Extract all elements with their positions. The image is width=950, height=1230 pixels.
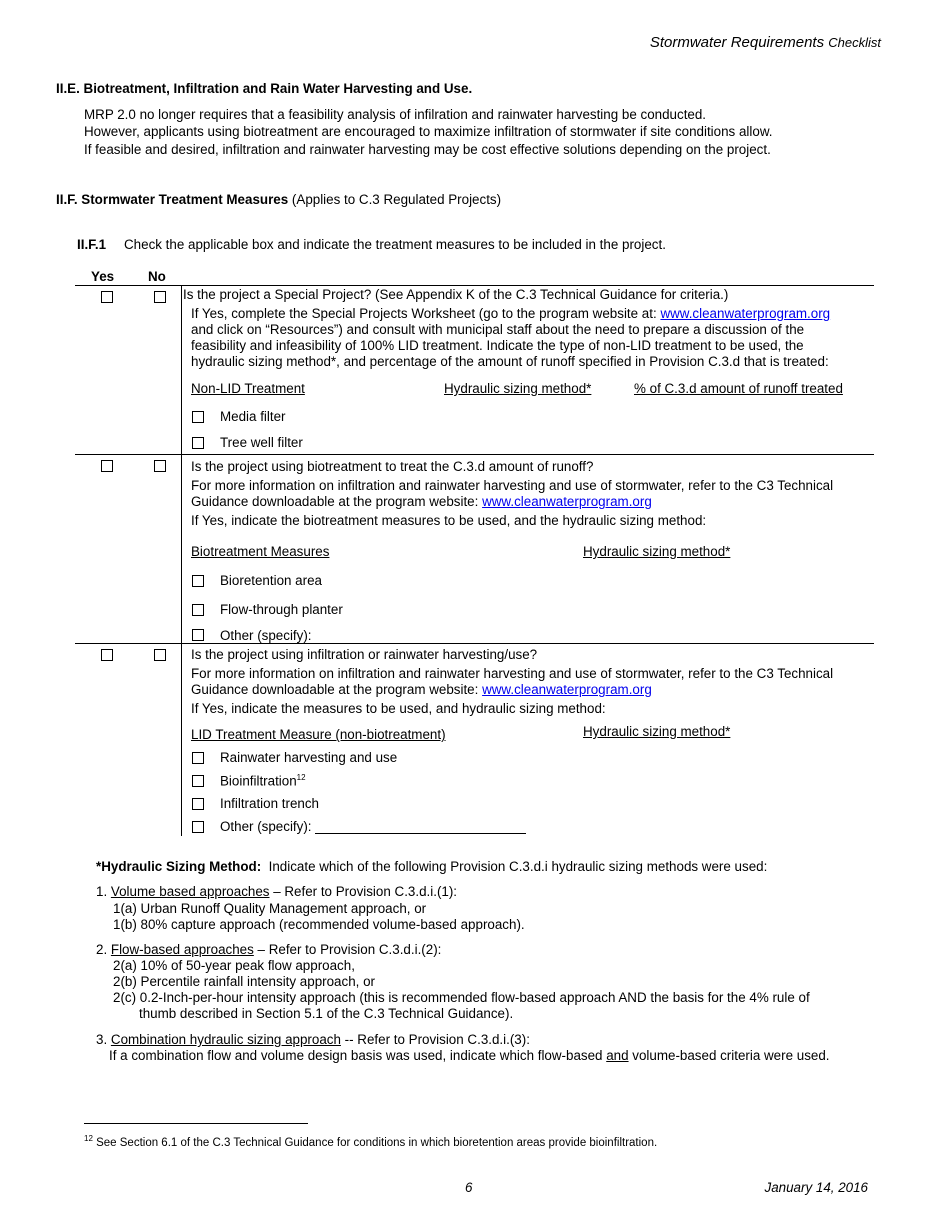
row1-col-header-percent: % of C.3.d amount of runoff treated <box>634 381 843 396</box>
row1-line-3: feasibility and infeasibility of 100% LID treatment. Indicate the type of non-LID treatment to be used, the <box>191 338 804 353</box>
hsm-item-1-num: 1. <box>96 884 108 899</box>
hsm-item-2b: 2(b) Percentile rainfall intensity approach, or <box>113 974 375 989</box>
section-e-line-2: However, applicants using biotreatment are encouraged to maximize infiltration of stormwater if site conditions allow. <box>84 124 773 139</box>
table-column-divider <box>181 285 182 836</box>
tree-well-filter-label: Tree well filter <box>220 435 303 450</box>
hsm-item-1a: 1(a) Urban Runoff Quality Management approach, or <box>113 901 427 916</box>
row2-no-checkbox[interactable] <box>154 460 166 472</box>
bioretention-area-label: Bioretention area <box>220 573 322 588</box>
section-e-line-3: If feasible and desired, infiltration and rainwater harvesting may be cost effective solutions depending on the project. <box>84 142 771 157</box>
row2-line-2 <box>191 494 652 509</box>
row2-col-header-sizing: Hydraulic sizing method* <box>583 544 731 559</box>
hsm-item-3a-post: volume-based criteria were used. <box>628 1048 830 1063</box>
rainwater-harvesting-label: Rainwater harvesting and use <box>220 750 398 765</box>
row1-line-1 <box>191 306 830 321</box>
flow-through-planter-checkbox[interactable] <box>192 604 204 616</box>
row3-other-checkbox[interactable] <box>192 821 204 833</box>
row3-other-label: Other (specify): <box>220 819 312 834</box>
row3-question: Is the project using infiltration or rainwater harvesting/use? <box>191 647 538 662</box>
table-rule-1 <box>75 454 874 455</box>
hsm-item-2 <box>96 942 441 957</box>
media-filter-checkbox[interactable] <box>192 411 204 423</box>
hsm-item-2-num: 2. <box>96 942 108 957</box>
footnote <box>84 1134 657 1149</box>
row2-other-checkbox[interactable] <box>192 629 204 641</box>
row2-line-2-text: Guidance downloadable at the program website: <box>191 494 479 509</box>
flow-through-planter-label: Flow-through planter <box>220 602 343 617</box>
hsm-item-2-rest: – Refer to Provision C.3.d.i.(2): <box>253 942 442 957</box>
row3-yes-checkbox[interactable] <box>101 649 113 661</box>
hsm-item-3a-pre: If a combination flow and volume design basis was used, indicate which flow-based <box>109 1048 607 1063</box>
hsm-item-1-title: Volume based approaches <box>110 884 270 899</box>
row3-line-1: For more information on infiltration and rainwater harvesting and use of stormwater, refer to the C3 Technical <box>191 666 834 681</box>
row1-line-2: and click on “Resources”) and consult with municipal staff about the need to prepare a discussion of the <box>191 322 805 337</box>
hsm-item-3-rest: -- Refer to Provision C.3.d.i.(3): <box>340 1032 530 1047</box>
row2-website-link[interactable]: www.cleanwaterprogram.org <box>482 494 652 509</box>
footer-date: January 14, 2016 <box>764 1180 868 1195</box>
row2-yes-checkbox[interactable] <box>101 460 113 472</box>
section-f-heading <box>56 192 501 207</box>
table-rule-top <box>75 285 874 286</box>
hsm-item-3-num: 3. <box>96 1032 108 1047</box>
row3-other-input-line[interactable] <box>315 833 526 834</box>
section-f-heading-bold: II.F. Stormwater Treatment Measures <box>56 192 289 207</box>
running-header <box>650 34 881 51</box>
row1-question: Is the project a Special Project? (See Appendix K of the C.3 Technical Guidance for criteria.) <box>183 287 729 302</box>
row2-question: Is the project using biotreatment to treat the C.3.d amount of runoff? <box>191 459 594 474</box>
bioinfiltration-label-text: Bioinfiltration <box>220 773 297 789</box>
row3-line-2 <box>191 682 652 697</box>
footnote-number: 12 <box>84 1134 93 1143</box>
row3-col-header-measure: LID Treatment Measure (non-biotreatment) <box>191 727 446 742</box>
bioinfiltration-checkbox[interactable] <box>192 775 204 787</box>
row1-no-checkbox[interactable] <box>154 291 166 303</box>
hsm-item-1 <box>96 884 457 899</box>
header-title: Stormwater Requirements <box>649 34 825 51</box>
row3-line-3: If Yes, indicate the measures to be used, and hydraulic sizing method: <box>191 701 606 716</box>
row2-line-3: If Yes, indicate the biotreatment measures to be used, and the hydraulic sizing method: <box>191 513 707 528</box>
row3-website-link[interactable]: www.cleanwaterprogram.org <box>482 682 652 697</box>
row1-line-4: hydraulic sizing method*, and percentage of the amount of runoff specified in Provision C.3.d that is treated: <box>191 354 829 369</box>
row3-line-2-text: Guidance downloadable at the program website: <box>191 682 479 697</box>
media-filter-label: Media filter <box>220 409 286 424</box>
row3-col-header-sizing: Hydraulic sizing method* <box>583 724 731 739</box>
hsm-item-2-title: Flow-based approaches <box>110 942 254 957</box>
row2-line-1: For more information on infiltration and rainwater harvesting and use of stormwater, refer to the C3 Technical <box>191 478 834 493</box>
row1-website-link[interactable]: www.cleanwaterprogram.org <box>660 306 831 321</box>
page-number: 6 <box>465 1180 473 1195</box>
hsm-item-2c-cont: thumb described in Section 5.1 of the C.3 Technical Guidance). <box>139 1006 514 1021</box>
footnote-ref: 12 <box>296 773 306 782</box>
hsm-intro <box>96 859 767 874</box>
footnote-separator <box>84 1123 308 1124</box>
row1-line-1-text: If Yes, complete the Special Projects Worksheet (go to the program website at: <box>191 306 657 321</box>
hsm-item-3-title: Combination hydraulic sizing approach <box>110 1032 341 1047</box>
row2-other-label: Other (specify): <box>220 628 312 643</box>
item-label: II.F.1 <box>77 237 107 252</box>
hsm-intro-text: Indicate which of the following Provision C.3.d.i hydraulic sizing methods were used: <box>268 859 768 874</box>
item-text: Check the applicable box and indicate the treatment measures to be included in the project. <box>124 237 666 252</box>
bioretention-area-checkbox[interactable] <box>192 575 204 587</box>
hsm-item-1b: 1(b) 80% capture approach (recommended volume-based approach). <box>113 917 525 932</box>
hsm-item-1-rest: – Refer to Provision C.3.d.i.(1): <box>269 884 458 899</box>
hsm-item-3a-and: and <box>606 1048 629 1063</box>
col-yes-header: Yes <box>91 269 115 284</box>
hsm-item-3a <box>109 1048 830 1063</box>
row1-col-header-sizing: Hydraulic sizing method* <box>444 381 592 396</box>
row1-col-header-treatment: Non-LID Treatment <box>191 381 305 396</box>
footnote-text: See Section 6.1 of the C.3 Technical Guidance for conditions in which bioretention areas provide bioinfiltration. <box>92 1136 658 1149</box>
tree-well-filter-checkbox[interactable] <box>192 437 204 449</box>
hsm-title: *Hydraulic Sizing Method: <box>96 859 262 874</box>
infiltration-trench-label: Infiltration trench <box>220 796 319 811</box>
row2-col-header-measures: Biotreatment Measures <box>191 544 330 559</box>
section-f-heading-rest: (Applies to C.3 Regulated Projects) <box>291 192 502 207</box>
col-no-header: No <box>148 269 166 284</box>
row1-yes-checkbox[interactable] <box>101 291 113 303</box>
table-rule-2 <box>75 643 874 644</box>
hsm-item-2a: 2(a) 10% of 50-year peak flow approach, <box>113 958 355 973</box>
section-e-line-1: MRP 2.0 no longer requires that a feasibility analysis of infilration and rainwater harvesting be conducted. <box>84 107 707 122</box>
hsm-item-2c: 2(c) 0.2-Inch-per-hour intensity approach (this is recommended flow-based approach AND the basis for the 4% rule of <box>113 990 810 1005</box>
rainwater-harvesting-checkbox[interactable] <box>192 752 204 764</box>
header-subtitle: Checklist <box>828 35 881 50</box>
bioinfiltration-label <box>220 773 306 788</box>
hsm-item-3 <box>96 1032 530 1047</box>
infiltration-trench-checkbox[interactable] <box>192 798 204 810</box>
section-e-heading: II.E. Biotreatment, Infiltration and Rain Water Harvesting and Use. <box>56 81 473 96</box>
row3-no-checkbox[interactable] <box>154 649 166 661</box>
